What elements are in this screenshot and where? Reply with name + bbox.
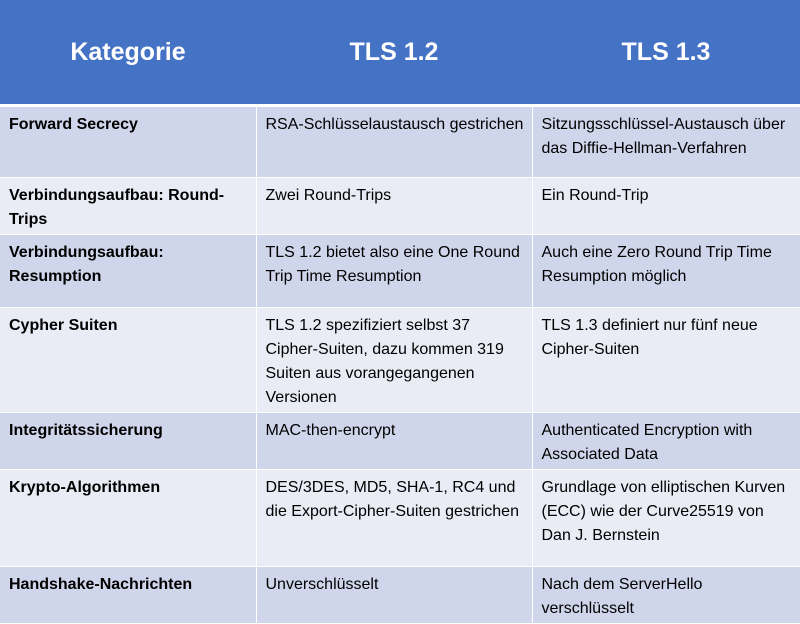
row-tls13: TLS 1.3 definiert nur fünf neue Cipher-Suiten	[532, 308, 800, 413]
row-tls12: MAC-then-encrypt	[256, 413, 532, 470]
header-category: Kategorie	[0, 0, 256, 106]
row-tls12: Zwei Round-Trips	[256, 178, 532, 235]
row-tls13: Auch eine Zero Round Trip Time Resumption möglich	[532, 235, 800, 308]
row-tls13: Nach dem ServerHello verschlüsselt	[532, 567, 800, 624]
row-tls13: Authenticated Encryption with Associated Data	[532, 413, 800, 470]
table-row	[0, 470, 800, 567]
row-tls12: DES/3DES, MD5, SHA-1, RC4 und die Export-Cipher-Suiten gestrichen	[256, 470, 532, 567]
table-row	[0, 235, 800, 308]
row-tls12: TLS 1.2 bietet also eine One Round Trip Time Resumption	[256, 235, 532, 308]
row-category: Cypher Suiten	[0, 308, 256, 413]
row-category: Handshake-Nachrichten	[0, 567, 256, 624]
row-category: Krypto-Algorithmen	[0, 470, 256, 567]
table-row	[0, 106, 800, 178]
table-row	[0, 567, 800, 624]
row-tls13: Sitzungsschlüssel-Austausch über das Diffie-Hellman-Verfahren	[532, 106, 800, 178]
row-tls12: TLS 1.2 spezifiziert selbst 37 Cipher-Suiten, dazu kommen 319 Suiten aus vorangegangenen Versionen	[256, 308, 532, 413]
row-category: Verbindungsaufbau: Resumption	[0, 235, 256, 308]
header-tls12: TLS 1.2	[256, 0, 532, 106]
table-row	[0, 308, 800, 413]
row-category: Forward Secrecy	[0, 106, 256, 178]
table-row	[0, 178, 800, 235]
row-tls12: RSA-Schlüsselaustausch gestrichen	[256, 106, 532, 178]
row-tls13: Ein Round-Trip	[532, 178, 800, 235]
header-row	[0, 0, 800, 106]
row-category: Verbindungsaufbau: Round-Trips	[0, 178, 256, 235]
header-tls13: TLS 1.3	[532, 0, 800, 106]
row-tls13: Grundlage von elliptischen Kurven (ECC) wie der Curve25519 von Dan J. Bernstein	[532, 470, 800, 567]
table-row	[0, 413, 800, 470]
row-tls12: Unverschlüsselt	[256, 567, 532, 624]
row-category: Integritätssicherung	[0, 413, 256, 470]
